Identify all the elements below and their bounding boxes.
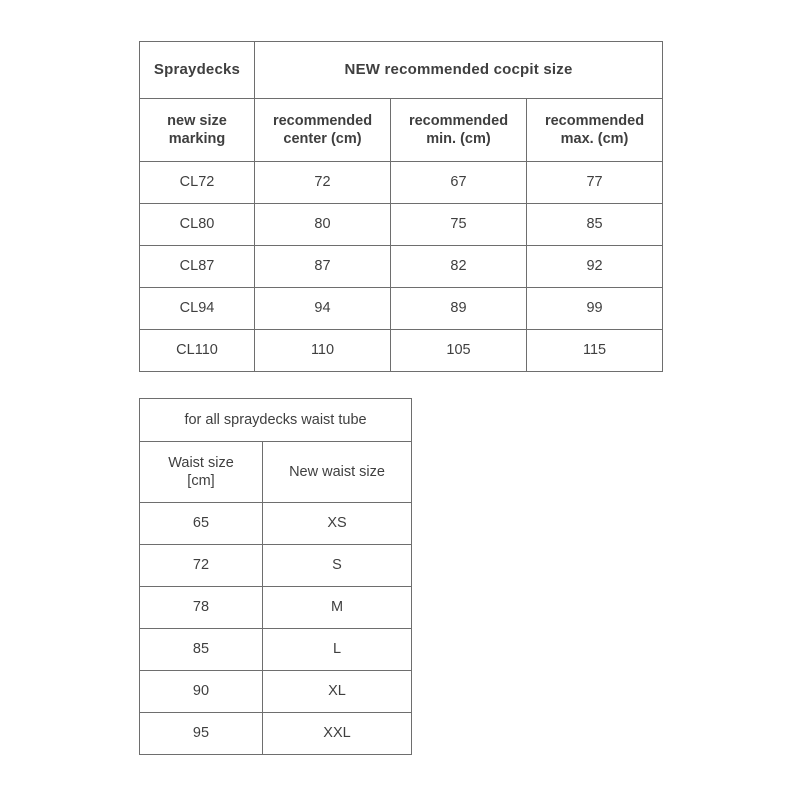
cell-min: 67 (391, 162, 527, 204)
cell-waist-size: 72 (140, 545, 263, 587)
column-header-center (255, 99, 391, 162)
column-header-line-1: new size (167, 112, 227, 129)
table-row (140, 503, 412, 545)
column-header-line-1: recommended (408, 112, 509, 129)
cell-center: 87 (255, 246, 391, 288)
cell-max: 99 (527, 288, 663, 330)
cell-center: 80 (255, 204, 391, 246)
cockpit-table-title-right: NEW recommended cocpit size (255, 42, 663, 99)
column-header-line-2: center (cm) (283, 131, 362, 147)
table-row (140, 288, 663, 330)
waist-table-title: for all spraydecks waist tube (140, 399, 412, 442)
cell-size-marking: CL72 (140, 162, 255, 204)
cell-new-waist-size: L (263, 629, 412, 671)
cell-new-waist-size: XL (263, 671, 412, 713)
cell-min: 75 (391, 204, 527, 246)
cockpit-table-title-left: Spraydecks (140, 42, 255, 99)
cell-waist-size: 78 (140, 587, 263, 629)
table-header-row (140, 42, 663, 99)
table-row (140, 162, 663, 204)
cell-max: 77 (527, 162, 663, 204)
column-header-max (527, 99, 663, 162)
column-header-line-2: min. (cm) (426, 131, 491, 147)
cell-max: 92 (527, 246, 663, 288)
table-row (140, 587, 412, 629)
column-header-size-marking (140, 99, 255, 162)
cell-center: 94 (255, 288, 391, 330)
cell-size-marking: CL87 (140, 246, 255, 288)
cell-size-marking: CL80 (140, 204, 255, 246)
cockpit-size-table (139, 41, 663, 372)
table-row (140, 629, 412, 671)
table-row (140, 246, 663, 288)
table-row (140, 713, 412, 755)
column-header-new-waist-size: New waist size (263, 442, 412, 503)
table-subheader-row (140, 99, 663, 162)
column-header-line-1: Waist size (168, 454, 234, 471)
cell-waist-size: 95 (140, 713, 263, 755)
table-row (140, 671, 412, 713)
table-subheader-row (140, 442, 412, 503)
cell-waist-size: 65 (140, 503, 263, 545)
waist-size-table (139, 398, 412, 755)
column-header-waist-size (140, 442, 263, 503)
cell-waist-size: 85 (140, 629, 263, 671)
cell-center: 110 (255, 330, 391, 372)
cell-new-waist-size: M (263, 587, 412, 629)
cell-center: 72 (255, 162, 391, 204)
cell-max: 115 (527, 330, 663, 372)
column-header-line-2: [cm] (187, 473, 215, 489)
cell-new-waist-size: XXL (263, 713, 412, 755)
cell-size-marking: CL94 (140, 288, 255, 330)
cell-max: 85 (527, 204, 663, 246)
table-row (140, 545, 412, 587)
table-row (140, 330, 663, 372)
table-row (140, 204, 663, 246)
cell-waist-size: 90 (140, 671, 263, 713)
table-header-row (140, 399, 412, 442)
cell-min: 82 (391, 246, 527, 288)
column-header-min (391, 99, 527, 162)
cell-min: 105 (391, 330, 527, 372)
column-header-line-1: recommended (272, 112, 373, 129)
cell-new-waist-size: XS (263, 503, 412, 545)
column-header-line-2: marking (168, 131, 226, 147)
column-header-line-2: max. (cm) (560, 131, 629, 147)
cell-new-waist-size: S (263, 545, 412, 587)
cell-size-marking: CL110 (140, 330, 255, 372)
column-header-line-1: recommended (544, 112, 645, 129)
cell-min: 89 (391, 288, 527, 330)
